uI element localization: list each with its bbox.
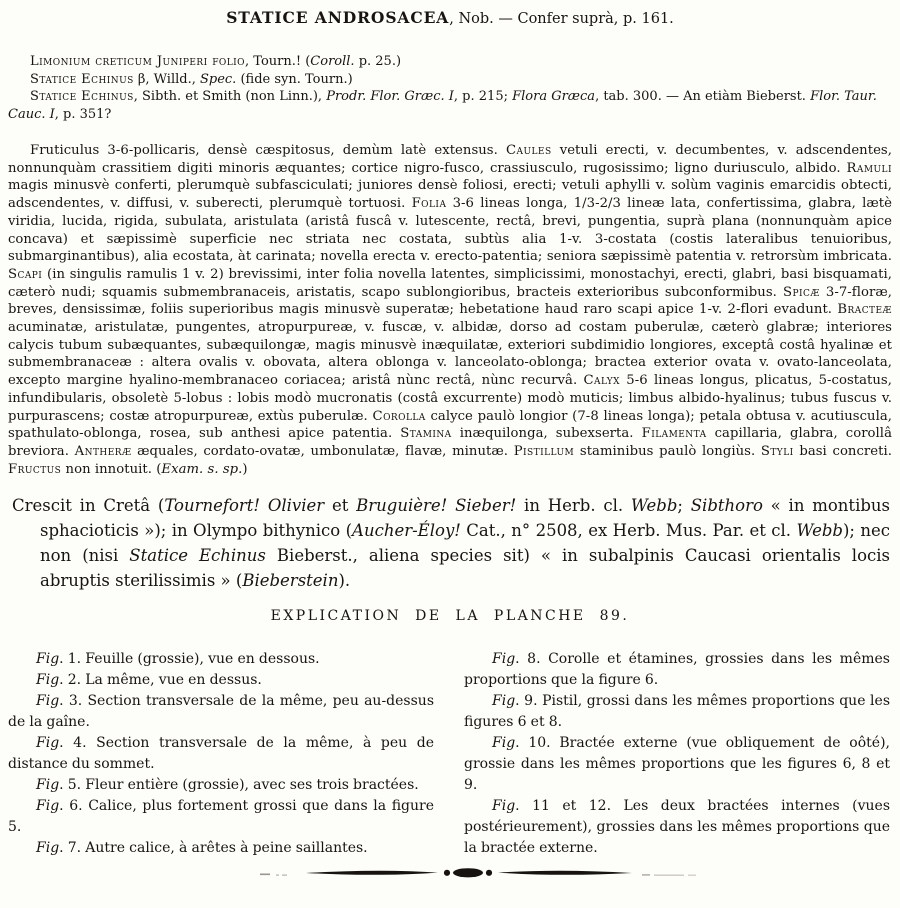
figure-caption-5: Fig. 5. Fleur entière (grossie), avec ses trois bractées. — [36, 777, 419, 794]
figure-caption-2: Fig. 2. La même, vue en dessus. — [36, 672, 262, 689]
figure-caption-11-12: Fig. 11 et 12. Les deux bractées internes (vues postérieurement), grossies dans les mêmes proportions que la bractée externe. — [464, 798, 890, 857]
synonym-entry: Statice Echinus, Sibth. et Smith (non Linn.), Prodr. Flor. Græc. I, p. 215; Flora Græca, tab. 300. — An etiàm Bieberst. Flor. Taur. Cauc. I, p. 351? — [8, 89, 877, 122]
figure-caption-9: Fig. 9. Pistil, grossi dans les mêmes proportions que les figures 6 et 8. — [464, 693, 890, 731]
figure-caption-1: Fig. 1. Feuille (grossie), vue en dessous. — [36, 651, 320, 668]
figure-caption-6: Fig. 6. Calice, plus fortement grossi que dans la figure 5. — [8, 798, 434, 836]
figure-caption-8: Fig. 8. Corolle et étamines, grossies dans les mêmes proportions que la figure 6. — [464, 651, 890, 689]
figure-caption-7: Fig. 7. Autre calice, à arêtes à peine saillantes. — [36, 840, 368, 857]
figure-captions-left-column — [8, 649, 434, 859]
synonym-entry: Limonium creticum Juniperi folio, Tourn.! (Coroll. p. 25.) — [30, 54, 402, 69]
engraved-rule-icon — [260, 864, 700, 882]
synonym-entry: Statice Echinus β, Willd., Spec. (fide syn. Tourn.) — [30, 71, 353, 87]
synonymy-section — [8, 53, 892, 123]
page-title: STATICE ANDROSACEA, Nob. — Confer suprà, p. 161. — [226, 8, 674, 27]
figure-captions-section — [8, 649, 890, 859]
figure-caption-4: Fig. 4. Section transversale de la même, à peu de distance du sommet. — [8, 735, 434, 773]
figure-caption-10: Fig. 10. Bractée externe (vue obliquement de oôté), grossie dans les mêmes proportions que les figures 6, 8 et 9. — [464, 735, 890, 794]
latin-description-paragraph: Fruticulus 3-6-pollicaris, densè cæspitosus, demùm latè extensus. Caules vetuli erecti, v. decumbentes, v. adscendentes, nonnunquàm crassitiem digiti minoris æquantes; cortice nigro-fusco, crassiusculo, rugosissimo; ligno duriusculo, albido. Ramuli magis minusvè conferti, plerumquè subfasciculati; juniores densè foliosi, erecti; vetuli aphylli v. solùm vaginis emarcidis obtecti, adscendentes, v. diffusi, v. suberecti, plerumquè tortuosi. Folia 3-6 lineas longa, 1/3-2/3 lineæ lata, confertissima, glabra, lætè viridia, lucida, rigida, subulata, aristulata (aristâ fuscâ v. lutescente, rectâ, brevi, pungentia, suprà plana (nonnunquàm apice concava) et sæpissimè superficie nec striata nec costata, subtùs alia 1-v. 3-costata (costis lateralibus tenuioribus, submarginantibus), alia ecostata, àt carinata; novella erecta v. erecto-patentia; seniora sæpissimè patentia v. retrorsùm imbricata. Scapi (in singulis ramulis 1 v. 2) brevissimi, inter folia novella latentes, simplicissimi, monostachyi, erecti, glabri, basi bisquamati, cæterò nudi; squamis submembranaceis, aristatis, scapo sublongioribus, bracteis exterioribus subconformibus. Spicæ 3-7-floræ, breves, densissimæ, foliis superioribus magis minusvè superatæ; hebetatione haud raro scapi apice 1-v. 2-flori evadunt. Bracteæ acuminatæ, aristulatæ, pungentes, atropurpureæ, v. fuscæ, v. albidæ, dorso ad costam puberulæ, cæterò glabræ; interiores calycis tubum subæquantes, subæquilongæ, magis minusvè inæquilatæ, exteriori subdimidio longiores, exceptâ costâ hyalinæ et submembranaceæ : altera ovalis v. obovata, altera oblonga v. lanceolato-oblonga; bractea exterior ovata v. ovato-lanceolata, excepto margine hyalino-membranaceo coriacea; aristâ nùnc rectâ, nùnc recurvâ. Calyx 5-6 lineas longus, plicatus, 5-costatus, infundibularis, obsoletè 5-lobus : lobis modò mucronatis (costâ excurrente) modò muticis; limbus albido-hyalinus; tubus fuscus v. purpurascens; costæ atropurpureæ, extùs puberulæ. Corolla calyce paulò longior (7-8 lineas longa); petala obtusa v. acutiuscula, spathulato-oblonga, rosea, sub anthesi apice patentia. Stamina inæquilonga, subexserta. Filamenta capillaria, glabra, corollâ breviora. Antheræ æquales, cordato-ovatæ, umbonulatæ, flavæ, minutæ. Pistillum staminibus paulò longiùs. Styli basi concreti. Fructus non innotuit. (Exam. s. sp.) — [8, 143, 893, 477]
ornament-divider — [0, 864, 900, 882]
plate-explanation-heading: EXPLICATION DE LA PLANCHE 89. — [270, 608, 630, 625]
habitat-paragraph: Crescit in Cretâ (Tournefort! Olivier et Bruguière! Sieber! in Herb. cl. Webb; Sibthoro « in montibus sphacioticis »); in Olympo bithynico (Aucher-Éloy! Cat., n° 2508, ex Herb. Mus. Par. et cl. Webb); nec non (nisi Statice Echinus Bieberst., aliena species sit) « in subalpinis Caucasi orientalis locis abruptis sterilissimis » (Bieberstein). — [12, 496, 891, 591]
figure-captions-right-column — [464, 649, 890, 859]
figure-caption-3: Fig. 3. Section transversale de la même, peu au-dessus de la gaîne. — [8, 693, 434, 731]
